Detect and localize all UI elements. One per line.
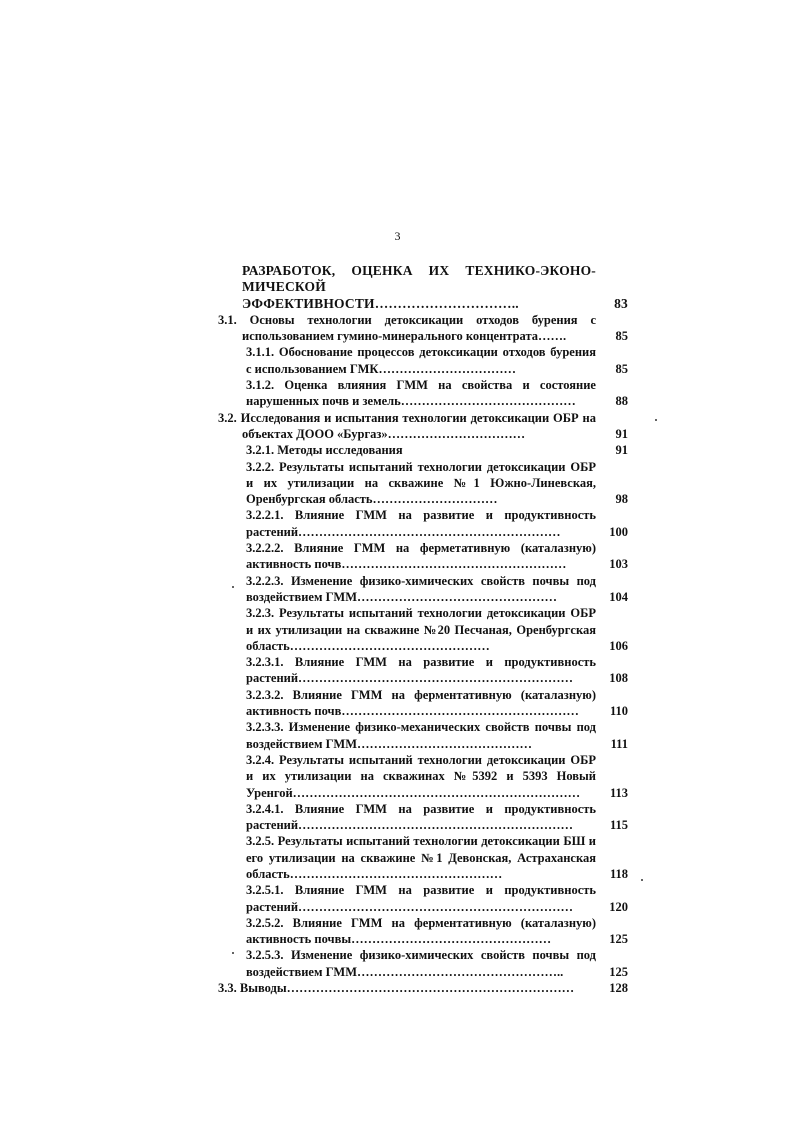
toc-entry-page: 125 — [609, 964, 628, 979]
toc-entry-title: 3.2.3. Результаты испытаний технологии детоксикации ОБР и их утилизации на скважине №20 Песчаная, Оренбургская область………………………………………… — [246, 606, 596, 653]
toc-entry — [218, 263, 628, 312]
toc-entry-title: 3.2.2. Результаты испытаний технологии детоксикации ОБР и их утилизации на скважине №1 Южно-Линевская, Оренбургская область………………………… — [246, 459, 596, 507]
toc-entry-page: 91 — [615, 443, 628, 458]
toc-entry-title: 3.2.5.2. Влияние ГММ на ферментативную (каталазную) активность почвы………………………………………… — [246, 915, 596, 947]
toc-entry-title: 3.2.3.1. Влияние ГММ на развитие и продуктивность растений………………………………………………………… — [246, 655, 596, 686]
toc-entry-page: 106 — [609, 638, 628, 653]
toc-entry-page: 108 — [609, 671, 628, 686]
toc-entry-page: 85 — [615, 329, 628, 344]
scan-speck — [641, 879, 643, 881]
toc-entry-title: 3.2.1. Методы исследования — [246, 443, 403, 458]
toc-entry — [218, 410, 628, 443]
toc-entry-page: 113 — [609, 785, 628, 800]
toc-entry-title: 3.2.4. Результаты испытаний технологии детоксикации ОБР и их утилизации на скважинах №5392 и 5393 Новый Уренгой…………………………………………………………… — [246, 752, 596, 800]
toc-entry — [218, 654, 628, 687]
toc-entry — [218, 687, 628, 720]
page-number: 3 — [394, 229, 401, 243]
toc-entry-title: 3.2.2.3. Изменение физико-химических свойств почвы под воздействием ГММ………………………………………… — [246, 573, 596, 604]
toc-entry — [218, 540, 628, 573]
toc-entry — [218, 377, 628, 410]
toc-entry-page: 103 — [609, 557, 628, 572]
toc-entry-page: 110 — [609, 704, 628, 719]
toc-entry — [218, 312, 628, 345]
toc-entry — [218, 980, 628, 996]
toc-entry-title: 3.1.1. Обоснование процессов детоксикации отходов бурения с использованием ГМК…………………………… — [246, 345, 596, 376]
toc-entry — [218, 882, 628, 915]
toc-entry-title: 3.2.5.3. Изменение физико-химических свойств почвы под воздействием ГММ………………………………………….. — [246, 948, 596, 979]
toc-entry-title: 3.2.4.1. Влияние ГММ на развитие и продуктивность растений………………………………………………………… — [246, 801, 596, 833]
toc-entry-title: 3.2.3.3. Изменение физико-механических свойств почвы под воздействием ГММ…………………………………… — [246, 720, 596, 751]
toc-entry-title: РАЗРАБОТОК, ОЦЕНКА ИХ ТЕХНИКО-ЭКОНО-МИЧЕСКОЙ ЭФФЕКТИВНОСТИ………………………….. — [242, 263, 596, 311]
toc-entry-title: 3.2.5.1. Влияние ГММ на развитие и продуктивность растений………………………………………………………… — [246, 883, 596, 914]
toc-entry — [218, 344, 628, 377]
toc-entry-title: 3.2. Исследования и испытания технологии детоксикации ОБР на объектах ДООО «Бургаз»…………………………… — [218, 410, 596, 441]
toc-entry — [218, 442, 628, 458]
toc-entry-page: 115 — [609, 818, 628, 833]
toc-entry — [218, 507, 628, 540]
toc-entry-title: 3.1. Основы технологии детоксикации отходов бурения с использованием гумино-минерального концентрата……. — [218, 312, 596, 344]
toc-entry-page: 91 — [615, 426, 628, 441]
scan-speck — [655, 419, 657, 421]
toc-entry-page: 128 — [609, 981, 628, 996]
toc-entry — [218, 947, 628, 980]
toc-entry-title: 3.2.2.1. Влияние ГММ на развитие и продуктивность растений……………………………………………………… — [246, 508, 596, 539]
toc-entry — [218, 801, 628, 834]
toc-entry-title: 3.2.2.2. Влияние ГММ на ферметативную (каталазную) активность почв……………………………………………… — [246, 541, 596, 572]
toc-entry-page: 118 — [609, 866, 628, 881]
scan-speck — [232, 952, 234, 954]
toc-entry-page: 104 — [609, 589, 628, 604]
toc-entry — [218, 605, 628, 654]
toc-entry-title: 3.2.5. Результаты испытаний технологии детоксикации БШ и его утилизации на скважине №1 Девонская, Астраханская область…………………………………………… — [246, 834, 596, 881]
toc-entry-title: 3.2.3.2. Влияние ГММ на ферментативную (каталазную) активность почв………………………………………………… — [246, 687, 596, 719]
toc-entry-title: 3.3. Выводы…………………………………………………………… — [218, 981, 575, 996]
toc-entry-page: 85 — [615, 361, 628, 376]
toc-entry-page: 98 — [615, 492, 628, 507]
toc-entry-page: 83 — [614, 295, 628, 311]
toc-entry — [218, 459, 628, 508]
toc-entry — [218, 719, 628, 752]
toc-entry — [218, 573, 628, 606]
toc-entry-page: 88 — [615, 394, 628, 409]
toc-entry-page: 120 — [609, 899, 628, 914]
scan-speck — [232, 586, 234, 588]
toc-entry — [218, 752, 628, 801]
table-of-contents — [218, 263, 628, 996]
toc-entry-page: 100 — [609, 524, 628, 539]
toc-entry — [218, 833, 628, 882]
toc-entry-page: 125 — [609, 932, 628, 947]
toc-entry-title: 3.1.2. Оценка влияния ГММ на свойства и состояние нарушенных почв и земель…………………………………… — [246, 378, 596, 409]
toc-entry-page: 111 — [610, 736, 628, 751]
toc-entry — [218, 915, 628, 948]
